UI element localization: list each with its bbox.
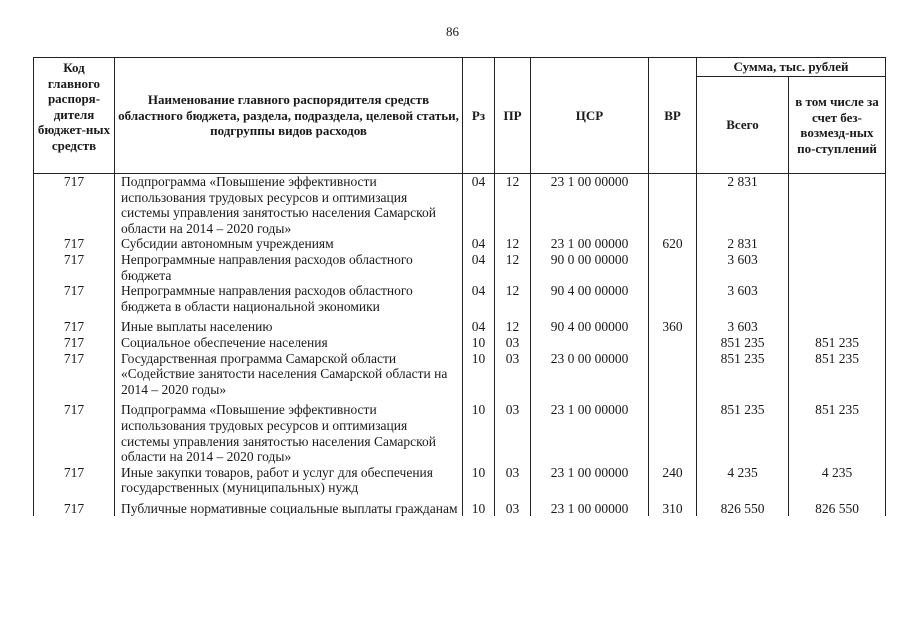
cell-vr: 620	[649, 236, 697, 252]
cell-name: Иные закупки товаров, работ и услуг для обеспечения государственных (муниципальных) нужд	[115, 465, 463, 501]
cell-free	[789, 252, 886, 283]
header-vr: ВР	[649, 58, 697, 174]
cell-free: 4 235	[789, 465, 886, 501]
cell-free: 851 235	[789, 351, 886, 403]
cell-total: 3 603	[697, 283, 789, 319]
header-sum: Сумма, тыс. рублей	[697, 58, 886, 77]
cell-pr: 12	[495, 236, 531, 252]
cell-pr: 03	[495, 465, 531, 501]
cell-name: Государственная программа Самарской области «Содействие занятости населения Самарской области на 2014 – 2020 годы»	[115, 351, 463, 403]
table-row	[34, 465, 886, 501]
cell-vr	[649, 402, 697, 464]
table-row	[34, 236, 886, 252]
cell-name: Социальное обеспечение населения	[115, 335, 463, 351]
cell-pr: 12	[495, 252, 531, 283]
cell-vr	[649, 351, 697, 403]
cell-vr: 310	[649, 501, 697, 517]
table-header	[34, 58, 886, 174]
cell-name: Публичные нормативные социальные выплаты гражданам	[115, 501, 463, 517]
cell-rz: 04	[463, 174, 495, 237]
cell-vr	[649, 283, 697, 319]
cell-vr	[649, 174, 697, 237]
cell-total: 3 603	[697, 319, 789, 335]
cell-pr: 12	[495, 283, 531, 319]
header-pr: ПР	[495, 58, 531, 174]
cell-rz: 10	[463, 351, 495, 403]
cell-vr: 240	[649, 465, 697, 501]
cell-vr	[649, 335, 697, 351]
table-row	[34, 283, 886, 319]
cell-code: 717	[34, 501, 115, 517]
cell-code: 717	[34, 174, 115, 237]
cell-total: 851 235	[697, 351, 789, 403]
table-row	[34, 351, 886, 403]
table-body	[34, 174, 886, 517]
cell-code: 717	[34, 252, 115, 283]
cell-name: Иные выплаты населению	[115, 319, 463, 335]
cell-csr: 23 1 00 00000	[531, 174, 649, 237]
cell-csr: 23 1 00 00000	[531, 465, 649, 501]
table-row	[34, 252, 886, 283]
cell-rz: 10	[463, 335, 495, 351]
cell-pr: 03	[495, 351, 531, 403]
cell-free	[789, 236, 886, 252]
table-row	[34, 319, 886, 335]
cell-code: 717	[34, 319, 115, 335]
cell-csr: 23 1 00 00000	[531, 501, 649, 517]
table-row	[34, 501, 886, 517]
header-code: Код главного распоря-дителя бюджет-ных средств	[34, 58, 115, 174]
table-row	[34, 174, 886, 237]
cell-csr: 90 0 00 00000	[531, 252, 649, 283]
cell-free: 851 235	[789, 335, 886, 351]
cell-free	[789, 319, 886, 335]
cell-code: 717	[34, 236, 115, 252]
cell-code: 717	[34, 283, 115, 319]
cell-pr: 03	[495, 402, 531, 464]
cell-name: Подпрограмма «Повышение эффективности использования трудовых ресурсов и оптимизация системы управления занятостью населения Самарской области на 2014 – 2020 годы»	[115, 402, 463, 464]
cell-name: Непрограммные направления расходов областного бюджета в области национальной экономики	[115, 283, 463, 319]
table-row	[34, 402, 886, 464]
cell-rz: 04	[463, 252, 495, 283]
header-total: Всего	[697, 77, 789, 174]
table-row	[34, 335, 886, 351]
header-csr: ЦСР	[531, 58, 649, 174]
cell-code: 717	[34, 351, 115, 403]
header-name: Наименование главного распорядителя средств областного бюджета, раздела, подраздела, целевой статьи, подгруппы видов расходов	[115, 58, 463, 174]
cell-vr	[649, 252, 697, 283]
cell-rz: 10	[463, 501, 495, 517]
budget-table	[33, 57, 886, 516]
header-rz: Рз	[463, 58, 495, 174]
cell-free	[789, 283, 886, 319]
cell-code: 717	[34, 465, 115, 501]
cell-free: 851 235	[789, 402, 886, 464]
cell-total: 851 235	[697, 402, 789, 464]
cell-total: 2 831	[697, 236, 789, 252]
cell-csr: 23 1 00 00000	[531, 236, 649, 252]
cell-csr	[531, 335, 649, 351]
cell-name: Подпрограмма «Повышение эффективности использования трудовых ресурсов и оптимизация системы управления занятостью населения Самарской области на 2014 – 2020 годы»	[115, 174, 463, 237]
cell-total: 2 831	[697, 174, 789, 237]
cell-csr: 23 0 00 00000	[531, 351, 649, 403]
cell-free: 826 550	[789, 501, 886, 517]
cell-rz: 10	[463, 465, 495, 501]
cell-name: Непрограммные направления расходов областного бюджета	[115, 252, 463, 283]
cell-rz: 04	[463, 319, 495, 335]
header-free: в том числе за счет без-возмезд-ных по-ступлений	[789, 77, 886, 174]
cell-free	[789, 174, 886, 237]
cell-total: 3 603	[697, 252, 789, 283]
cell-code: 717	[34, 402, 115, 464]
cell-vr: 360	[649, 319, 697, 335]
cell-total: 826 550	[697, 501, 789, 517]
cell-csr: 90 4 00 00000	[531, 283, 649, 319]
cell-pr: 03	[495, 501, 531, 517]
cell-rz: 04	[463, 236, 495, 252]
cell-total: 4 235	[697, 465, 789, 501]
cell-total: 851 235	[697, 335, 789, 351]
cell-pr: 03	[495, 335, 531, 351]
cell-pr: 12	[495, 174, 531, 237]
cell-pr: 12	[495, 319, 531, 335]
cell-rz: 10	[463, 402, 495, 464]
page-number: 86	[446, 24, 459, 39]
cell-rz: 04	[463, 283, 495, 319]
cell-csr: 23 1 00 00000	[531, 402, 649, 464]
cell-csr: 90 4 00 00000	[531, 319, 649, 335]
cell-name: Субсидии автономным учреждениям	[115, 236, 463, 252]
cell-code: 717	[34, 335, 115, 351]
